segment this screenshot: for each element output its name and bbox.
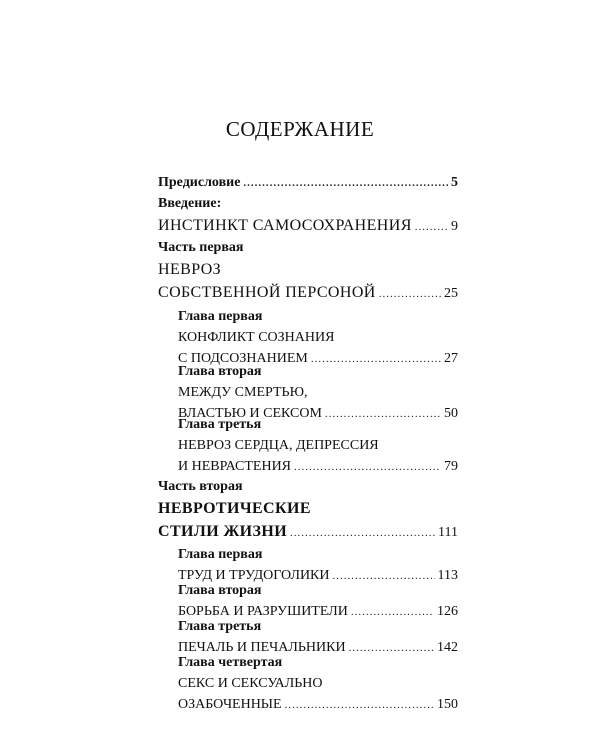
dot-leader [379, 283, 441, 306]
chapter-heading: Глава первая [178, 547, 263, 562]
toc-entry-preface [158, 172, 458, 193]
toc-chapter [178, 306, 458, 369]
page-number: 111 [438, 525, 458, 540]
part-title-line-2: СОБСТВЕННОЙ ПЕРСОНОЙ [158, 284, 376, 301]
chapter-heading: Глава вторая [178, 364, 262, 379]
page-number: 113 [437, 568, 458, 583]
chapter-title-line-1: КОНФЛИКТ СОЗНАНИЯ [178, 330, 335, 345]
page-number: 142 [437, 640, 458, 655]
chapter-title: ТРУД И ТРУДОГОЛИКИ [178, 568, 330, 583]
toc-chapter [178, 652, 458, 715]
chapter-heading: Глава первая [178, 309, 263, 324]
page-number: 150 [437, 697, 458, 712]
chapter-title-line-2: ОЗАБОЧЕННЫЕ [178, 697, 282, 712]
chapter-title-line-1: МЕЖДУ СМЕРТЬЮ, [178, 385, 308, 400]
chapter-title-line-2: И НЕВРАСТЕНИЯ [178, 459, 292, 474]
entry-label: Предисловие [158, 175, 241, 190]
part-title-line-1: НЕВРОТИЧЕСКИЕ [158, 500, 311, 517]
page-number: 79 [444, 459, 458, 474]
chapter-title: БОРЬБА И РАЗРУШИТЕЛИ [178, 604, 348, 619]
toc-entry-intro [158, 193, 458, 237]
toc-part-2 [158, 476, 458, 543]
page-title: СОДЕРЖАНИЕ [225, 117, 375, 141]
entry-label: ИНСТИНКТ САМОСОХРАНЕНИЯ [158, 217, 412, 234]
chapter-title-line-2: ВЛАСТЬЮ И СЕКСОМ [178, 406, 322, 421]
dot-leader [285, 695, 434, 716]
chapter-title: ПЕЧАЛЬ И ПЕЧАЛЬНИКИ [178, 640, 346, 655]
page-number: 25 [444, 286, 458, 301]
chapter-heading: Глава третья [178, 417, 262, 432]
chapter-heading: Глава вторая [178, 583, 262, 598]
part-title-line-2: СТИЛИ ЖИЗНИ [158, 523, 288, 540]
toc-part-1 [158, 237, 458, 304]
dot-leader [415, 216, 448, 239]
part-heading: Часть первая [158, 240, 244, 255]
page-number: 27 [444, 351, 458, 366]
dot-leader [290, 522, 435, 545]
chapter-title-line-1: СЕКС И СЕКСУАЛЬНО [178, 676, 323, 691]
page-number: 50 [444, 406, 458, 421]
dot-leader [243, 173, 448, 194]
dot-leader [294, 457, 441, 478]
part-title-line-1: НЕВРОЗ [158, 261, 222, 278]
page-number: 5 [451, 175, 458, 190]
page-number: 126 [437, 604, 458, 619]
chapter-heading: Глава четвертая [178, 655, 283, 670]
page-number: 9 [451, 219, 458, 234]
chapter-heading: Глава третья [178, 619, 262, 634]
part-heading: Часть вторая [158, 479, 243, 494]
entry-heading: Введение: [158, 196, 222, 211]
chapter-title-line-1: НЕВРОЗ СЕРДЦА, ДЕПРЕССИЯ [178, 438, 379, 453]
chapter-title-line-2: С ПОДСОЗНАНИЕМ [178, 351, 308, 366]
toc-chapter [178, 414, 458, 477]
